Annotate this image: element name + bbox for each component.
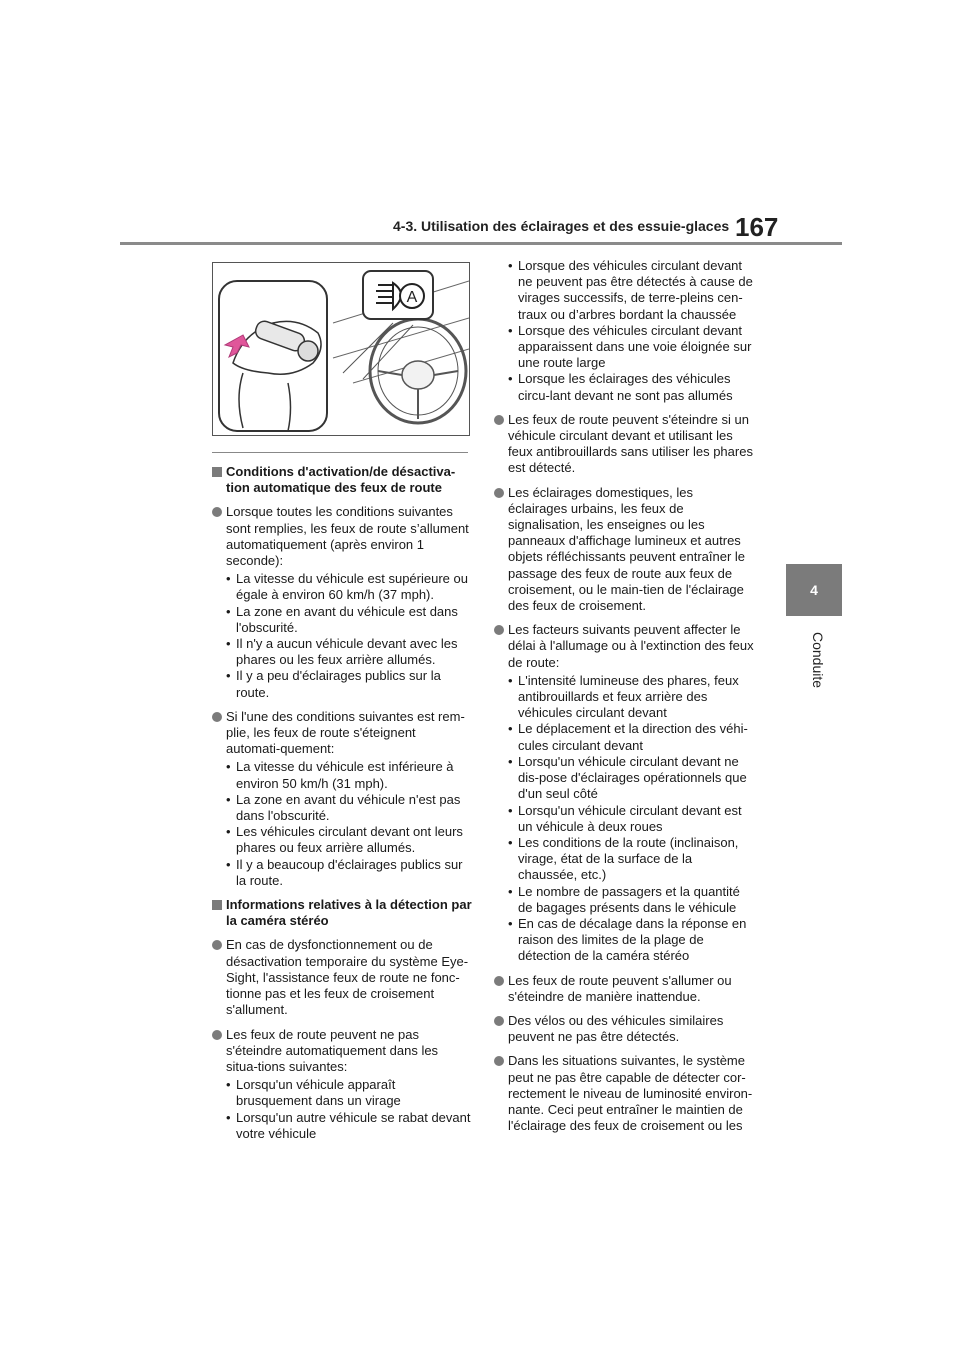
list-item: • La vitesse du véhicule est supérieure ou égale à environ 60 km/h (37 mph). <box>212 571 472 603</box>
list-item: • La vitesse du véhicule est inférieure à environ 50 km/h (31 mph). <box>212 759 472 791</box>
list-item: • Lorsqu'un autre véhicule se rabat devant votre véhicule <box>212 1110 472 1142</box>
paragraph-text: Si l'une des conditions suivantes est rem-plie, les feux de route s'éteignent automati-quement: <box>226 708 465 757</box>
list-item: • Lorsqu'un véhicule apparaît brusquement dans un virage <box>212 1077 472 1109</box>
bullet-icon <box>494 1056 504 1066</box>
list-item: • Il y a peu d'éclairages publics sur la route. <box>212 668 472 700</box>
bullet-icon <box>212 712 222 722</box>
bullet-icon <box>212 940 222 950</box>
bullet-icon <box>494 625 504 635</box>
bullet-paragraph <box>212 709 472 758</box>
headlight-switch-illustration <box>213 263 469 435</box>
hand-inset <box>219 281 327 431</box>
list-item: • Les véhicules circulant devant ont leurs phares ou feux arrière allumés. <box>212 824 472 856</box>
section-title-camera <box>212 897 472 929</box>
section-bullet-icon <box>212 900 222 910</box>
list-item: • Lorsque des véhicules circulant devant ne peuvent pas être détectés à cause de virages successifs, de terre-pleins cen-traux ou d’arbres bordant la chaussée <box>494 258 754 323</box>
steering-wheel <box>370 319 466 423</box>
bullet-paragraph <box>494 1013 754 1045</box>
list-item: • En cas de décalage dans la réponse en raison des limites de la plage de détection de la caméra stéréo <box>494 916 754 965</box>
paragraph-text: Les feux de route peuvent ne pas s'éteindre automatiquement dans les situa-tions suivantes: <box>226 1026 439 1074</box>
list-item: • Les conditions de la route (inclinaison, virage, état de la surface de la chaussée, etc.) <box>494 835 754 884</box>
auto-high-beam-symbol <box>363 271 433 319</box>
header-rule <box>120 242 842 245</box>
list-item: • Le nombre de passagers et la quantité de bagages présents dans le véhicule <box>494 884 754 916</box>
section-title-text: Informations relatives à la détection par la caméra stéréo <box>226 897 472 929</box>
paragraph-text: Lorsque toutes les conditions suivantes sont remplies, les feux de route s’allument automatiquement (après environ 1 seconde): <box>226 504 469 569</box>
chapter-label: Conduite <box>810 632 826 689</box>
list-item: • Lorsque les éclairages des véhicules circu-lant devant ne sont pas allumés <box>494 371 754 403</box>
paragraph-text: Les feux de route peuvent s'éteindre si un véhicule circulant devant et utilisant les feux antibrouillards sans utiliser les phares est détecté. <box>508 411 753 476</box>
bullet-paragraph <box>212 937 472 1018</box>
section-title-conditions <box>212 464 472 496</box>
header-title: 4-3. Utilisation des éclairages et des essuie-glaces <box>393 218 730 234</box>
bullet-paragraph <box>494 622 754 671</box>
figure-rule <box>212 452 468 453</box>
list-item: • La zone en avant du véhicule est dans l'obscurité. <box>212 604 472 636</box>
section-bullet-icon <box>212 467 222 477</box>
list-item: • L'intensité lumineuse des phares, feux antibrouillards et feux arrière des véhicules circulant devant <box>494 673 754 722</box>
section-title-text: Conditions d'activation/de désactiva-tion automatique des feux de route <box>226 464 456 496</box>
bullet-paragraph <box>494 973 754 1005</box>
paragraph-text: Les éclairages domestiques, les éclairages urbains, les feux de signalisation, les enseignes ou les panneaux d'affichage lumineux et autres objets réfléchissants peuvent entraîner le passage des feux de route aux feux de croisement, ou le main-tien de l'éclairage des feux de croisement. <box>508 484 746 614</box>
list-item: • Lorsqu'un véhicule circulant devant ne dis-pose d'éclairages opérationnels que d'un seul côté <box>494 754 754 803</box>
chapter-tab: 4 <box>786 564 842 616</box>
left-column <box>212 458 472 1142</box>
illustration <box>212 262 470 436</box>
list-item: • Lorsque des véhicules circulant devant apparaissent dans une voie éloignée sur une route large <box>494 323 754 372</box>
list-item: • Lorsqu'un véhicule circulant devant est un véhicule à deux roues <box>494 803 754 835</box>
bullet-icon <box>212 507 222 517</box>
list-item: • La zone en avant du véhicule n'est pas dans l'obscurité. <box>212 792 472 824</box>
bullet-icon <box>212 1030 222 1040</box>
paragraph-text: En cas de dysfonctionnement ou de désactivation temporaire du système Eye-Sight, l'assistance feux de route ne fonc-tionne pas et les feux de croisement s'allument. <box>226 937 469 1018</box>
paragraph-text: Dans les situations suivantes, le système peut ne pas être capable de détecter cor-rectement le niveau de luminosité environ-nante. Ceci peut entraîner le maintien de l'éclairage des feux de croisement ou les <box>508 1053 753 1134</box>
auto-symbol-letter: A <box>406 289 418 306</box>
bullet-icon <box>494 415 504 425</box>
bullet-paragraph <box>212 504 472 569</box>
bullet-icon <box>494 1016 504 1026</box>
bullet-paragraph <box>212 1027 472 1076</box>
bullet-icon <box>494 976 504 986</box>
paragraph-text: Les feux de route peuvent s'allumer ou s'éteindre de manière inattendue. <box>508 972 732 1004</box>
bullet-icon <box>494 488 504 498</box>
bullet-paragraph <box>494 1053 754 1134</box>
page-number: 167 <box>735 212 779 242</box>
list-item: • Il n'y a aucun véhicule devant avec les phares ou les feux arrière allumés. <box>212 636 472 668</box>
list-item: • Le déplacement et la direction des véhi-cules circulant devant <box>494 721 754 753</box>
bullet-paragraph <box>494 412 754 477</box>
list-item: • Il y a beaucoup d'éclairages publics sur la route. <box>212 857 472 889</box>
bullet-paragraph <box>494 485 754 615</box>
paragraph-text: Des vélos ou des véhicules similaires peuvent ne pas être détectés. <box>508 1012 724 1045</box>
paragraph-text: Les facteurs suivants peuvent affecter le délai à l'allumage ou à l'extinction des feux de route: <box>508 622 754 670</box>
right-column <box>494 258 754 1142</box>
